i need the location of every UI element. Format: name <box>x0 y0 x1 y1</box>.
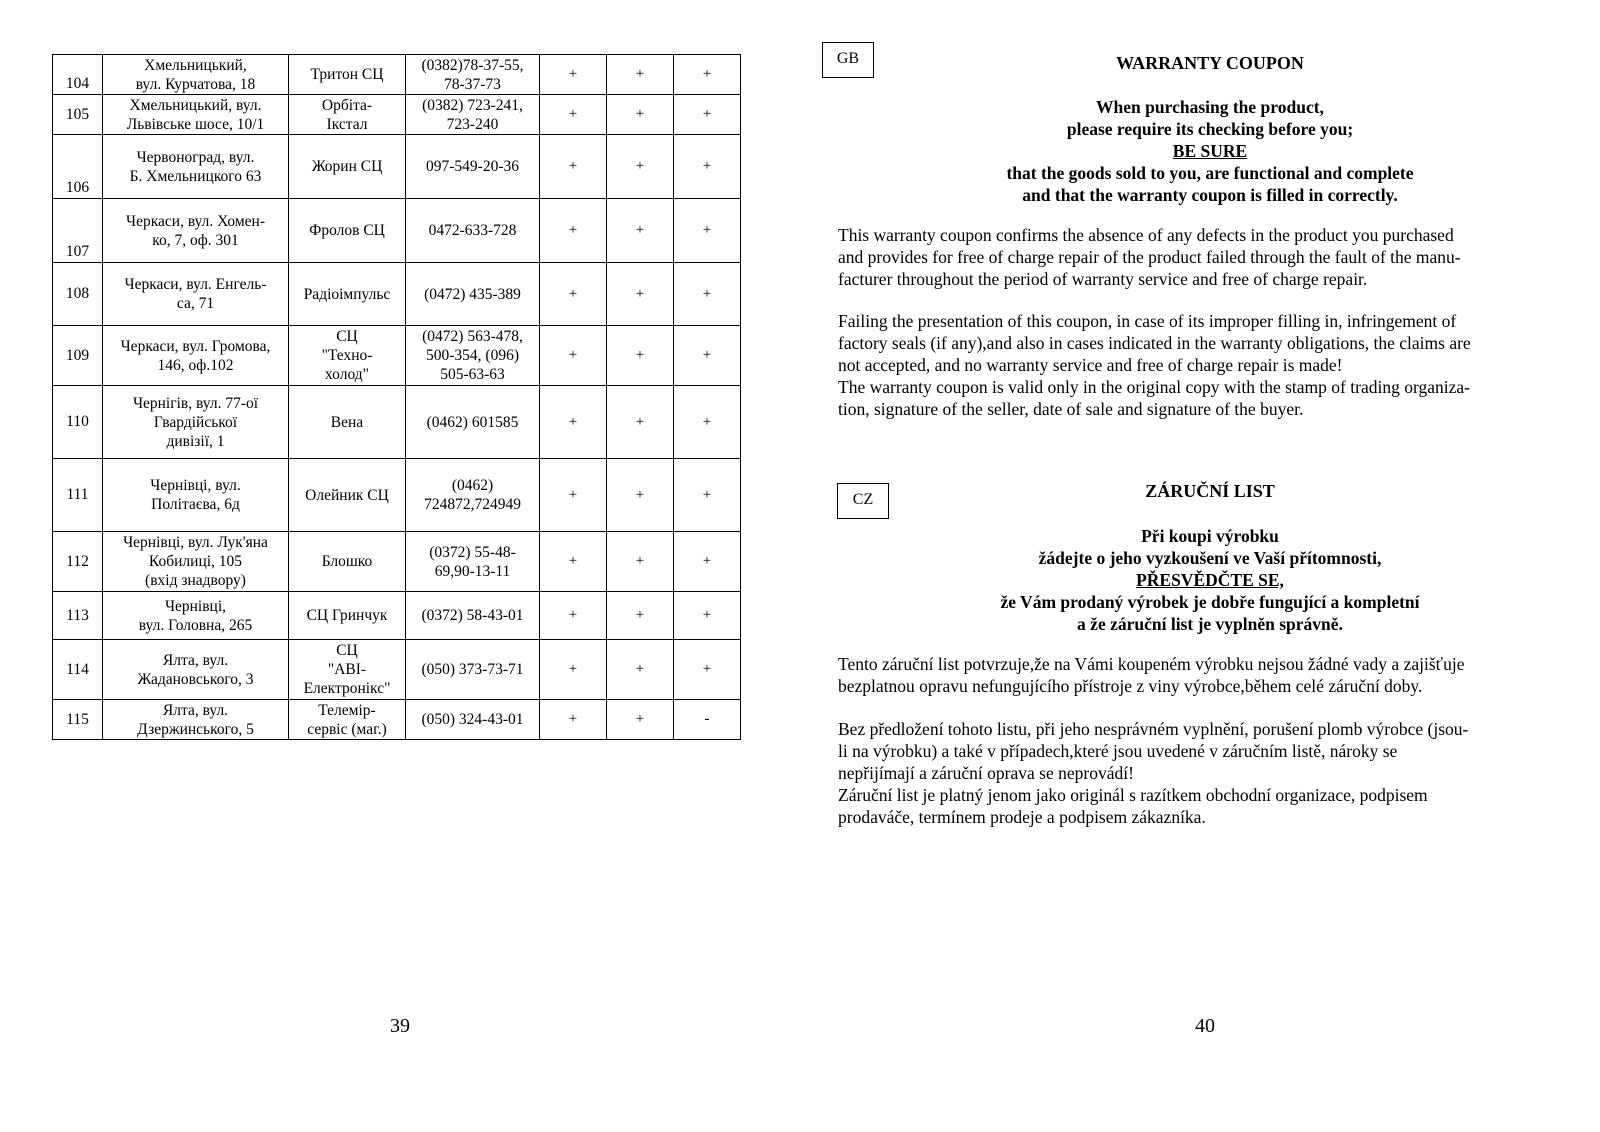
page-number: 39 <box>390 1015 410 1037</box>
mark-cell: + <box>607 199 674 263</box>
table-row <box>53 532 741 592</box>
table-row <box>53 386 741 459</box>
row-number: 110 <box>53 386 103 459</box>
service-center-cell: Тритон СЦ <box>289 55 406 95</box>
mark-cell: + <box>607 640 674 700</box>
mark-cell: + <box>607 700 674 740</box>
page-number: 40 <box>1195 1015 1215 1037</box>
mark-cell: + <box>607 55 674 95</box>
mark-cell: + <box>674 199 741 263</box>
row-number: 114 <box>53 640 103 700</box>
mark-cell: + <box>607 135 674 199</box>
paragraph-line: prodaváče, termínem prodeje a podpisem zákazníka. <box>838 807 1206 827</box>
cz-intro-emphasis: PŘESVĚDČTE SE, <box>1136 570 1284 590</box>
warranty-coupon-title: WARRANTY COUPON <box>1116 53 1304 73</box>
language-label-cz: CZ <box>837 483 889 519</box>
gb-intro-line: that the goods sold to you, are functional and complete <box>1006 163 1414 183</box>
paragraph-line: tion, signature of the seller, date of sale and signature of the buyer. <box>838 399 1304 419</box>
service-center-cell: СЦ "АВІ- Електронікс" <box>289 640 406 700</box>
phone-cell: (0372) 58-43-01 <box>406 592 540 640</box>
gb-intro <box>870 96 1550 206</box>
mark-cell: + <box>607 263 674 326</box>
row-number: 106 <box>53 135 103 199</box>
mark-cell: + <box>607 326 674 386</box>
phone-cell: 097-549-20-36 <box>406 135 540 199</box>
gb-intro-line: and that the warranty coupon is filled in correctly. <box>1022 185 1398 205</box>
mark-cell: + <box>674 95 741 135</box>
mark-cell: + <box>674 386 741 459</box>
mark-cell: + <box>607 592 674 640</box>
table-row <box>53 459 741 532</box>
language-label-gb: GB <box>822 42 874 78</box>
paragraph-line: li na výrobku) a také v případech,které jsou uvedené v záručním listě, nároky se <box>838 741 1398 761</box>
row-number: 109 <box>53 326 103 386</box>
phone-cell: (0462) 724872,724949 <box>406 459 540 532</box>
cz-intro <box>870 525 1550 635</box>
mark-cell: + <box>540 263 607 326</box>
right-page <box>800 0 1600 1132</box>
address-cell: Ялта, вул. Жадановського, 3 <box>103 640 289 700</box>
table-row <box>53 199 741 263</box>
row-number: 113 <box>53 592 103 640</box>
paragraph-line: factory seals (if any),and also in cases indicated in the warranty obligations, the claims are <box>838 333 1471 353</box>
paragraph-line: This warranty coupon confirms the absence of any defects in the product you purchased <box>838 225 1454 245</box>
gb-intro-line: please require its checking before you; <box>1066 119 1354 139</box>
mark-cell: + <box>540 135 607 199</box>
cz-intro-line: že Vám prodaný výrobek je dobře fungující a kompletní <box>1000 592 1420 612</box>
address-cell: Чернівці, вул. Політаєва, 6д <box>103 459 289 532</box>
mark-cell: + <box>674 135 741 199</box>
phone-cell: (0472) 435-389 <box>406 263 540 326</box>
mark-cell: + <box>540 55 607 95</box>
table-row <box>53 135 741 199</box>
mark-cell: + <box>674 640 741 700</box>
gb-intro-emphasis: BE SURE <box>1172 141 1248 161</box>
table-row <box>53 700 741 740</box>
service-center-cell: Блошко <box>289 532 406 592</box>
paragraph-line: nepřijímají a záruční oprava se neprovádí! <box>838 763 1134 783</box>
mark-cell: + <box>540 700 607 740</box>
row-number: 112 <box>53 532 103 592</box>
table-row <box>53 95 741 135</box>
address-cell: Черкаси, вул. Хомен- ко, 7, оф. 301 <box>103 199 289 263</box>
phone-cell: (0382) 723-241, 723-240 <box>406 95 540 135</box>
table-row <box>53 640 741 700</box>
phone-cell: (050) 324-43-01 <box>406 700 540 740</box>
service-center-cell: Радіоімпульс <box>289 263 406 326</box>
service-center-cell: Жорин СЦ <box>289 135 406 199</box>
paragraph-line: and provides for free of charge repair of the product failed through the fault of the manu- <box>838 247 1461 267</box>
phone-cell: (050) 373-73-71 <box>406 640 540 700</box>
paragraph-line: Tento záruční list potvrzuje,že na Vámi koupeném výrobku nejsou žádné vady a zajišťuje <box>838 654 1465 674</box>
address-cell: Хмельницький, вул. Львівське шосе, 10/1 <box>103 95 289 135</box>
gb-paragraph-2 <box>838 310 1528 420</box>
mark-cell: + <box>674 532 741 592</box>
address-cell: Чернівці, вул. Головна, 265 <box>103 592 289 640</box>
mark-cell: + <box>674 592 741 640</box>
mark-cell: + <box>540 459 607 532</box>
row-number: 107 <box>53 199 103 263</box>
address-cell: Червоноград, вул. Б. Хмельницкого 63 <box>103 135 289 199</box>
mark-cell: + <box>540 95 607 135</box>
mark-cell: + <box>674 459 741 532</box>
service-center-cell: Олейник СЦ <box>289 459 406 532</box>
address-cell: Чернівці, вул. Лук'яна Кобилиці, 105 (вхід знадвору) <box>103 532 289 592</box>
phone-cell: (0372) 55-48- 69,90-13-11 <box>406 532 540 592</box>
gb-intro-line: When purchasing the product, <box>1096 97 1324 117</box>
service-center-cell: Вена <box>289 386 406 459</box>
mark-cell: + <box>674 55 741 95</box>
mark-cell: - <box>674 700 741 740</box>
table-row <box>53 55 741 95</box>
phone-cell: (0462) 601585 <box>406 386 540 459</box>
paragraph-line: The warranty coupon is valid only in the original copy with the stamp of trading organiza- <box>838 377 1470 397</box>
phone-cell: (0382)78-37-55, 78-37-73 <box>406 55 540 95</box>
table-row <box>53 263 741 326</box>
mark-cell: + <box>540 199 607 263</box>
mark-cell: + <box>540 326 607 386</box>
row-number: 108 <box>53 263 103 326</box>
paragraph-line: Bez předložení tohoto listu, při jeho nesprávném vyplnění, porušení plomb výrobce (jsou- <box>838 719 1469 739</box>
phone-cell: (0472) 563-478, 500-354, (096) 505-63-63 <box>406 326 540 386</box>
cz-intro-line: a že záruční list je vyplněn správně. <box>1077 614 1343 634</box>
mark-cell: + <box>540 532 607 592</box>
row-number: 111 <box>53 459 103 532</box>
address-cell: Ялта, вул. Дзержинського, 5 <box>103 700 289 740</box>
gb-paragraph-1 <box>838 224 1528 290</box>
service-center-cell: СЦ Гринчук <box>289 592 406 640</box>
mark-cell: + <box>607 532 674 592</box>
paragraph-line: facturer throughout the period of warranty service and free of charge repair. <box>838 269 1368 289</box>
service-center-cell: Фролов СЦ <box>289 199 406 263</box>
service-center-cell: Орбіта- Ікстал <box>289 95 406 135</box>
service-centers-table <box>52 54 741 740</box>
mark-cell: + <box>607 459 674 532</box>
address-cell: Чернігів, вул. 77-ої Гвардійської дивізії, 1 <box>103 386 289 459</box>
cz-paragraph-2 <box>838 718 1528 828</box>
table-row <box>53 592 741 640</box>
address-cell: Черкаси, вул. Громова, 146, оф.102 <box>103 326 289 386</box>
row-number: 104 <box>53 55 103 95</box>
paragraph-line: not accepted, and no warranty service and free of charge repair is made! <box>838 355 1343 375</box>
mark-cell: + <box>607 95 674 135</box>
address-cell: Хмельницький, вул. Курчатова, 18 <box>103 55 289 95</box>
mark-cell: + <box>674 263 741 326</box>
paragraph-line: Záruční list je platný jenom jako originál s razítkem obchodní organizace, podpisem <box>838 785 1428 805</box>
row-number: 105 <box>53 95 103 135</box>
address-cell: Черкаси, вул. Енгель- са, 71 <box>103 263 289 326</box>
mark-cell: + <box>540 386 607 459</box>
phone-cell: 0472-633-728 <box>406 199 540 263</box>
mark-cell: + <box>540 592 607 640</box>
row-number: 115 <box>53 700 103 740</box>
zarucni-list-title: ZÁRUČNÍ LIST <box>1145 481 1275 501</box>
table-row <box>53 326 741 386</box>
cz-intro-line: žádejte o jeho vyzkoušení ve Vaší přítomnosti, <box>1038 548 1382 568</box>
mark-cell: + <box>540 640 607 700</box>
service-center-cell: Телемір- сервіс (маг.) <box>289 700 406 740</box>
mark-cell: + <box>607 386 674 459</box>
cz-intro-line: Při koupi výrobku <box>1141 526 1279 546</box>
cz-paragraph-1 <box>838 653 1528 697</box>
paragraph-line: Failing the presentation of this coupon, in case of its improper filling in, infringement of <box>838 311 1457 331</box>
paragraph-line: bezplatnou opravu nefungujícího přístroje z viny výrobce,během celé záruční doby. <box>838 676 1423 696</box>
service-center-cell: СЦ "Техно- холод" <box>289 326 406 386</box>
mark-cell: + <box>674 326 741 386</box>
